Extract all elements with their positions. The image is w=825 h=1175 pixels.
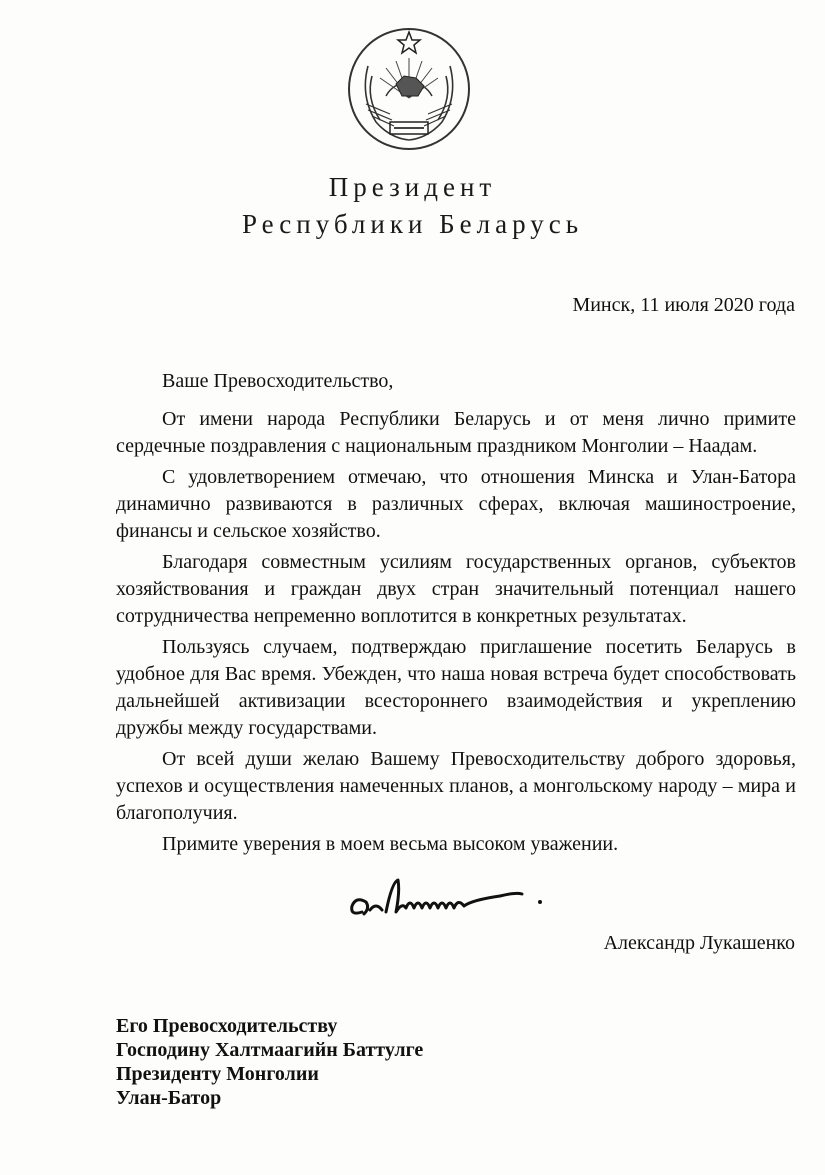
greeting: Ваше Превосходительство, [162,370,394,392]
letter-body [116,368,796,862]
paragraph-2: С удовлетворением отмечаю, что отношения Минска и Улан-Батора динамично развиваются в различных сферах, включая машиностроение, финансы и сельское хозяйство. [116,466,796,542]
addressee-block [116,1014,423,1110]
letterhead-title-line1: Президент [328,172,497,202]
paragraph-5: От всей души желаю Вашему Превосходительству доброго здоровья, успехов и осуществления намеченных планов, а монгольскому народу – мира и благополучия. [116,748,796,824]
addressee-line2: Господину Халтмаагийн Баттулге [116,1039,424,1061]
addressee-line3: Президенту Монголии [116,1063,319,1085]
paragraph-4: Пользуясь случаем, подтверждаю приглашение посетить Беларусь в удобное для Вас время. Убежден, что наша новая встреча будет способствовать дальнейшей активизации всестороннего взаимодействия и укреплению дружбы между государствами. [116,636,796,739]
paragraph-6: Примите уверения в моем весьма высоком уважении. [162,833,619,855]
paragraph-3: Благодаря совместным усилиям государственных органов, субъектов хозяйствования и граждан двух стран значительный потенциал нашего сотрудничества непременно воплотится в конкретных результатах. [116,551,796,627]
letterhead-title-line2: Республики Беларусь [241,209,584,239]
state-emblem-icon [346,26,472,152]
addressee-line4: Улан-Батор [116,1087,222,1109]
signer-name: Александр Лукашенко [603,932,795,954]
letter-date: Минск, 11 июля 2020 года [572,294,795,316]
addressee-line1: Его Превосходительству [116,1015,338,1037]
paragraph-1: От имени народа Республики Беларусь и от меня лично примите сердечные поздравления с национальным праздником Монголии – Наадам. [116,408,796,457]
handwritten-signature [340,872,560,932]
